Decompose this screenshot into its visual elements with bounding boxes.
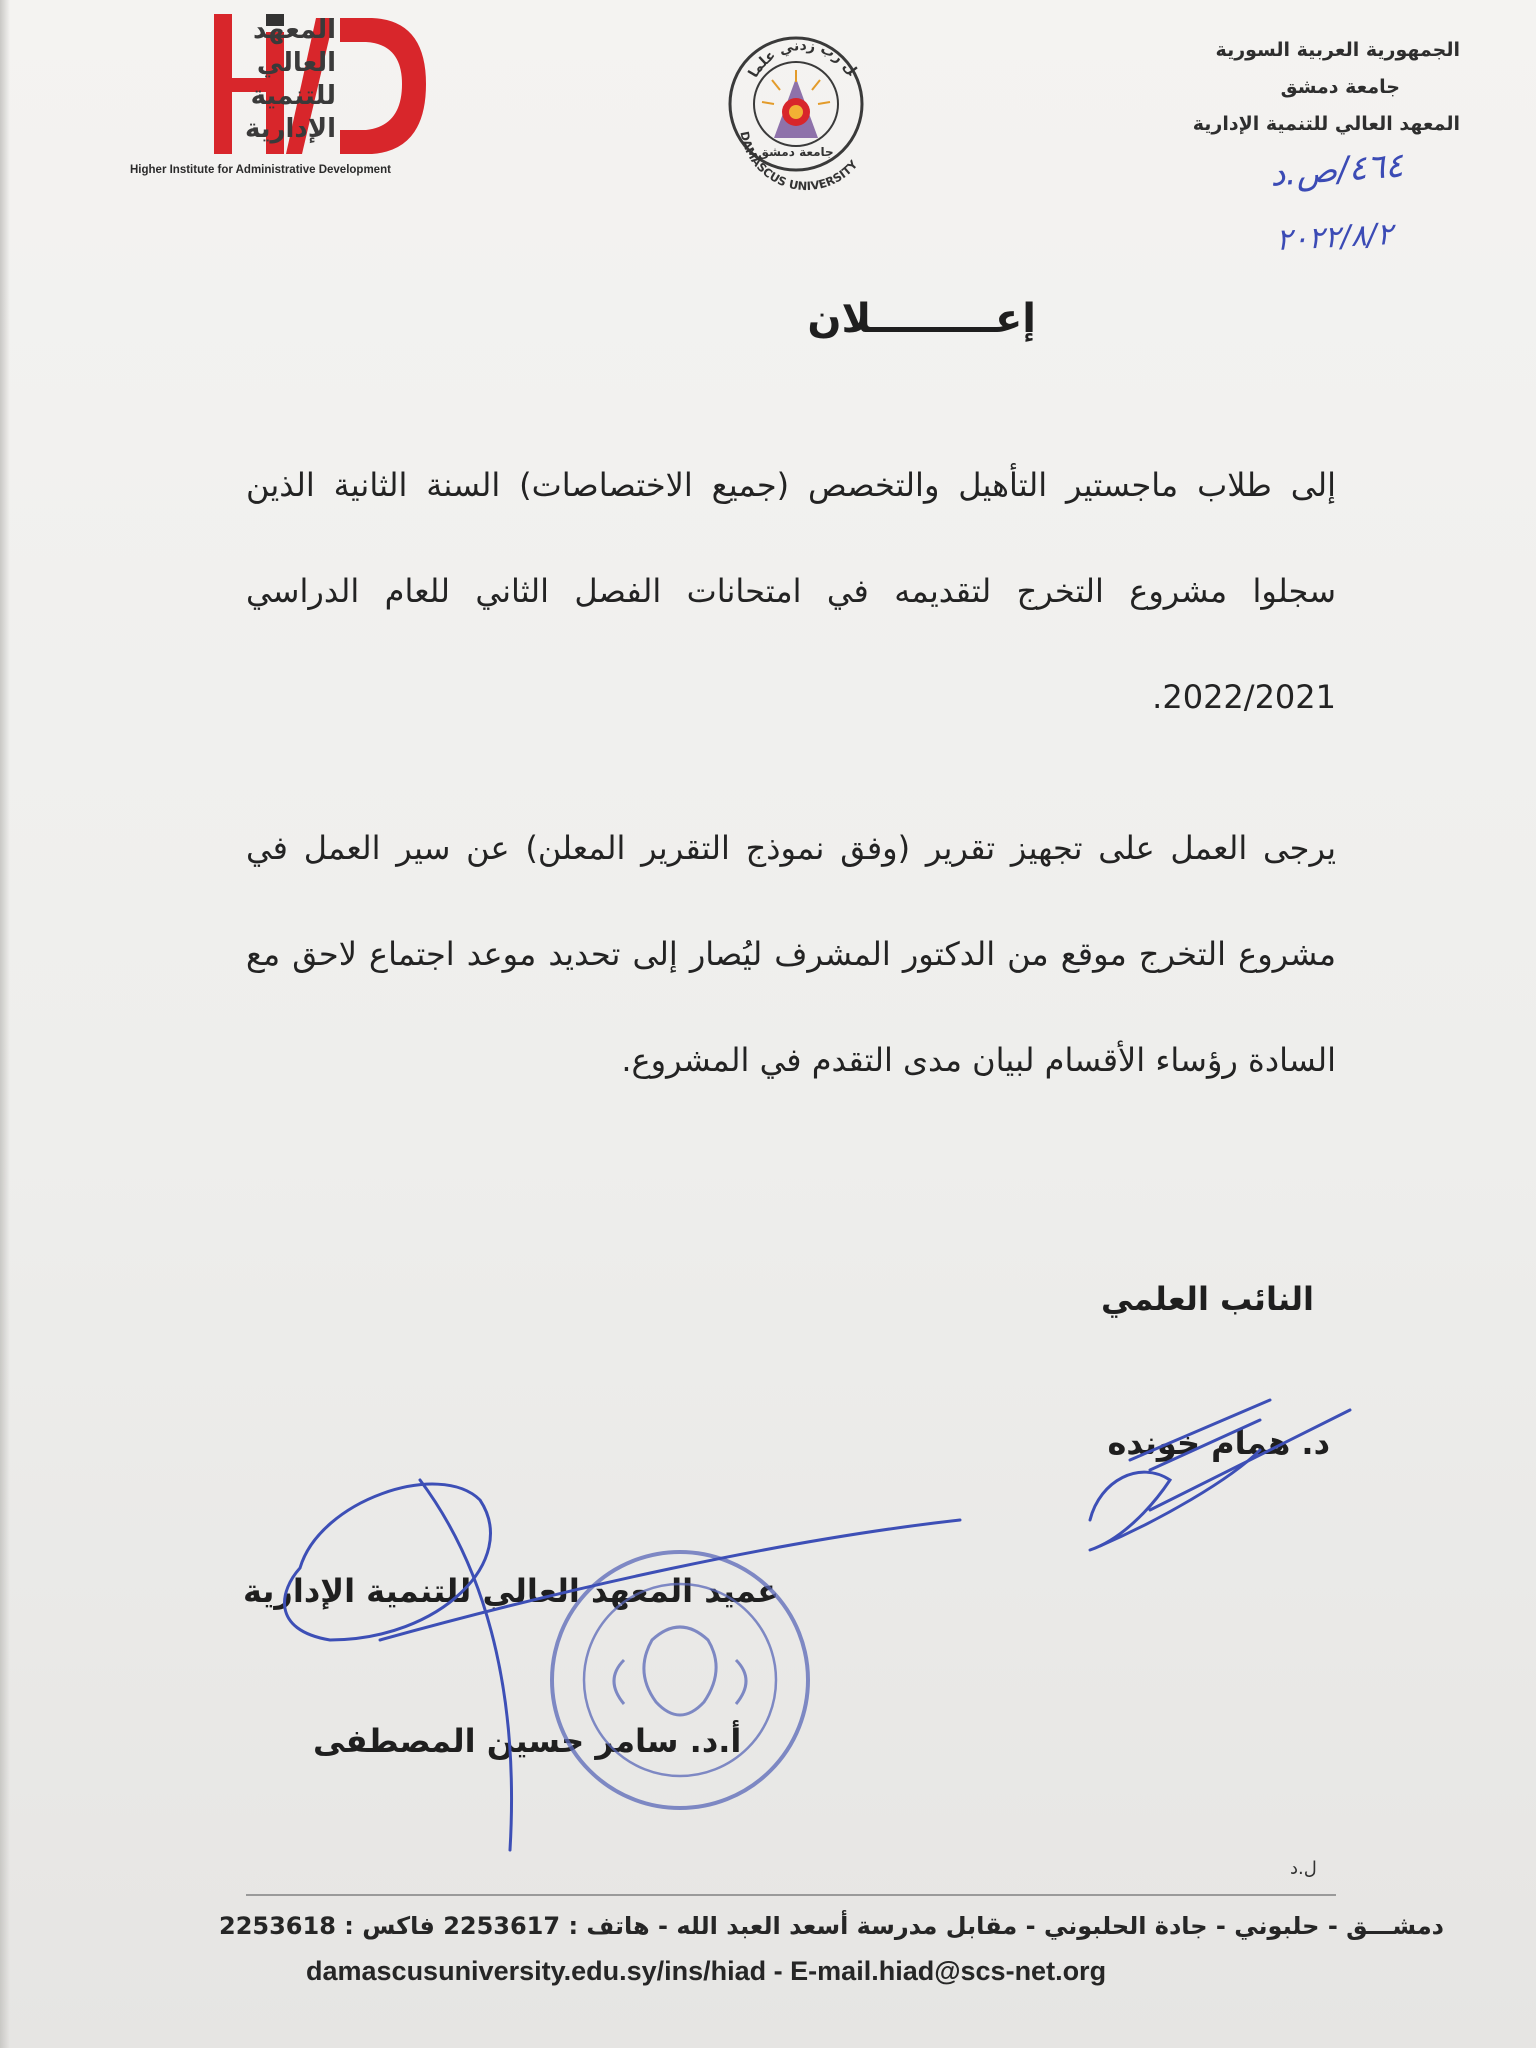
vice-dean-signature [1090,1400,1350,1550]
hiad-english-name: Higher Institute for Administrative Development [130,164,391,176]
footer-divider [246,1894,1336,1896]
issuing-authority-block [1193,32,1460,143]
announcement-title [560,296,1060,356]
hiad-arabic-line: للتنمية [250,81,336,111]
dean-signature [285,1480,960,1850]
hiad-logo [126,8,426,188]
damascus-university-seal [712,28,896,198]
hiad-arabic-name [246,14,336,146]
typist-initials: ل.د [1290,1858,1317,1879]
reference-date: ٢٠٢٢/٨/٢ [1275,216,1394,259]
authority-country: الجمهورية العربية السورية [1215,39,1460,61]
seal-english-name: DAMASCUS UNIVERSITY [737,130,861,194]
seal-motto: ل رب زدني علما [745,37,860,81]
paragraph-recipients: إلى طلاب ماجستير التأهيل والتخصص (جميع الاختصاصات) السنة الثانية الذين سجلوا مشروع التخرج لتقديمه في امتحانات الفصل الثاني للعام الدراسي 2022/2021. [246,466,1336,716]
paragraph-instructions: يرجى العمل على تجهيز تقرير (وفق نموذج التقرير المعلن) عن سير العمل في مشروع التخرج موقع من الدكتور المشرف ليُصار إلى تحديد موعد اجتماع لاحق مع السادة رؤساء الأقسام لبيان مدى التقدم في المشروع. [246,829,1336,1079]
dean-name: أ.د. سامر حسين المصطفى [313,1722,742,1760]
footer-web-email: damascusuniversity.edu.sy/ins/hiad - E-mail.hiad@scs-net.org [306,1956,1107,1986]
hiad-arabic-line: المعهد [253,15,336,45]
vice-dean-title: النائب العلمي [1100,1280,1314,1318]
authority-institute: المعهد العالي للتنمية الإدارية [1192,113,1460,135]
title-text: إعـــــــــلان [807,296,1036,342]
authority-university: جامعة دمشق [1280,76,1400,98]
seal-arabic-name: جامعة دمشق [758,145,834,159]
footer-address: دمشـــق - حلبوني - جادة الحلبوني - مقابل مدرسة أسعد العبد الله - هاتف : 2253617 فاكس : 2253618 [219,1912,1444,1940]
reference-number: ٤٦٤/ص.د [1268,145,1405,195]
dean-title: عميد المعهد العالي للتنمية الإدارية [243,1572,780,1610]
hiad-arabic-line: العالي [256,48,336,78]
hiad-arabic-line: الإدارية [244,114,336,144]
vice-dean-name: د. همام خونده [1107,1424,1330,1462]
page-edge-shadow [0,0,10,2048]
